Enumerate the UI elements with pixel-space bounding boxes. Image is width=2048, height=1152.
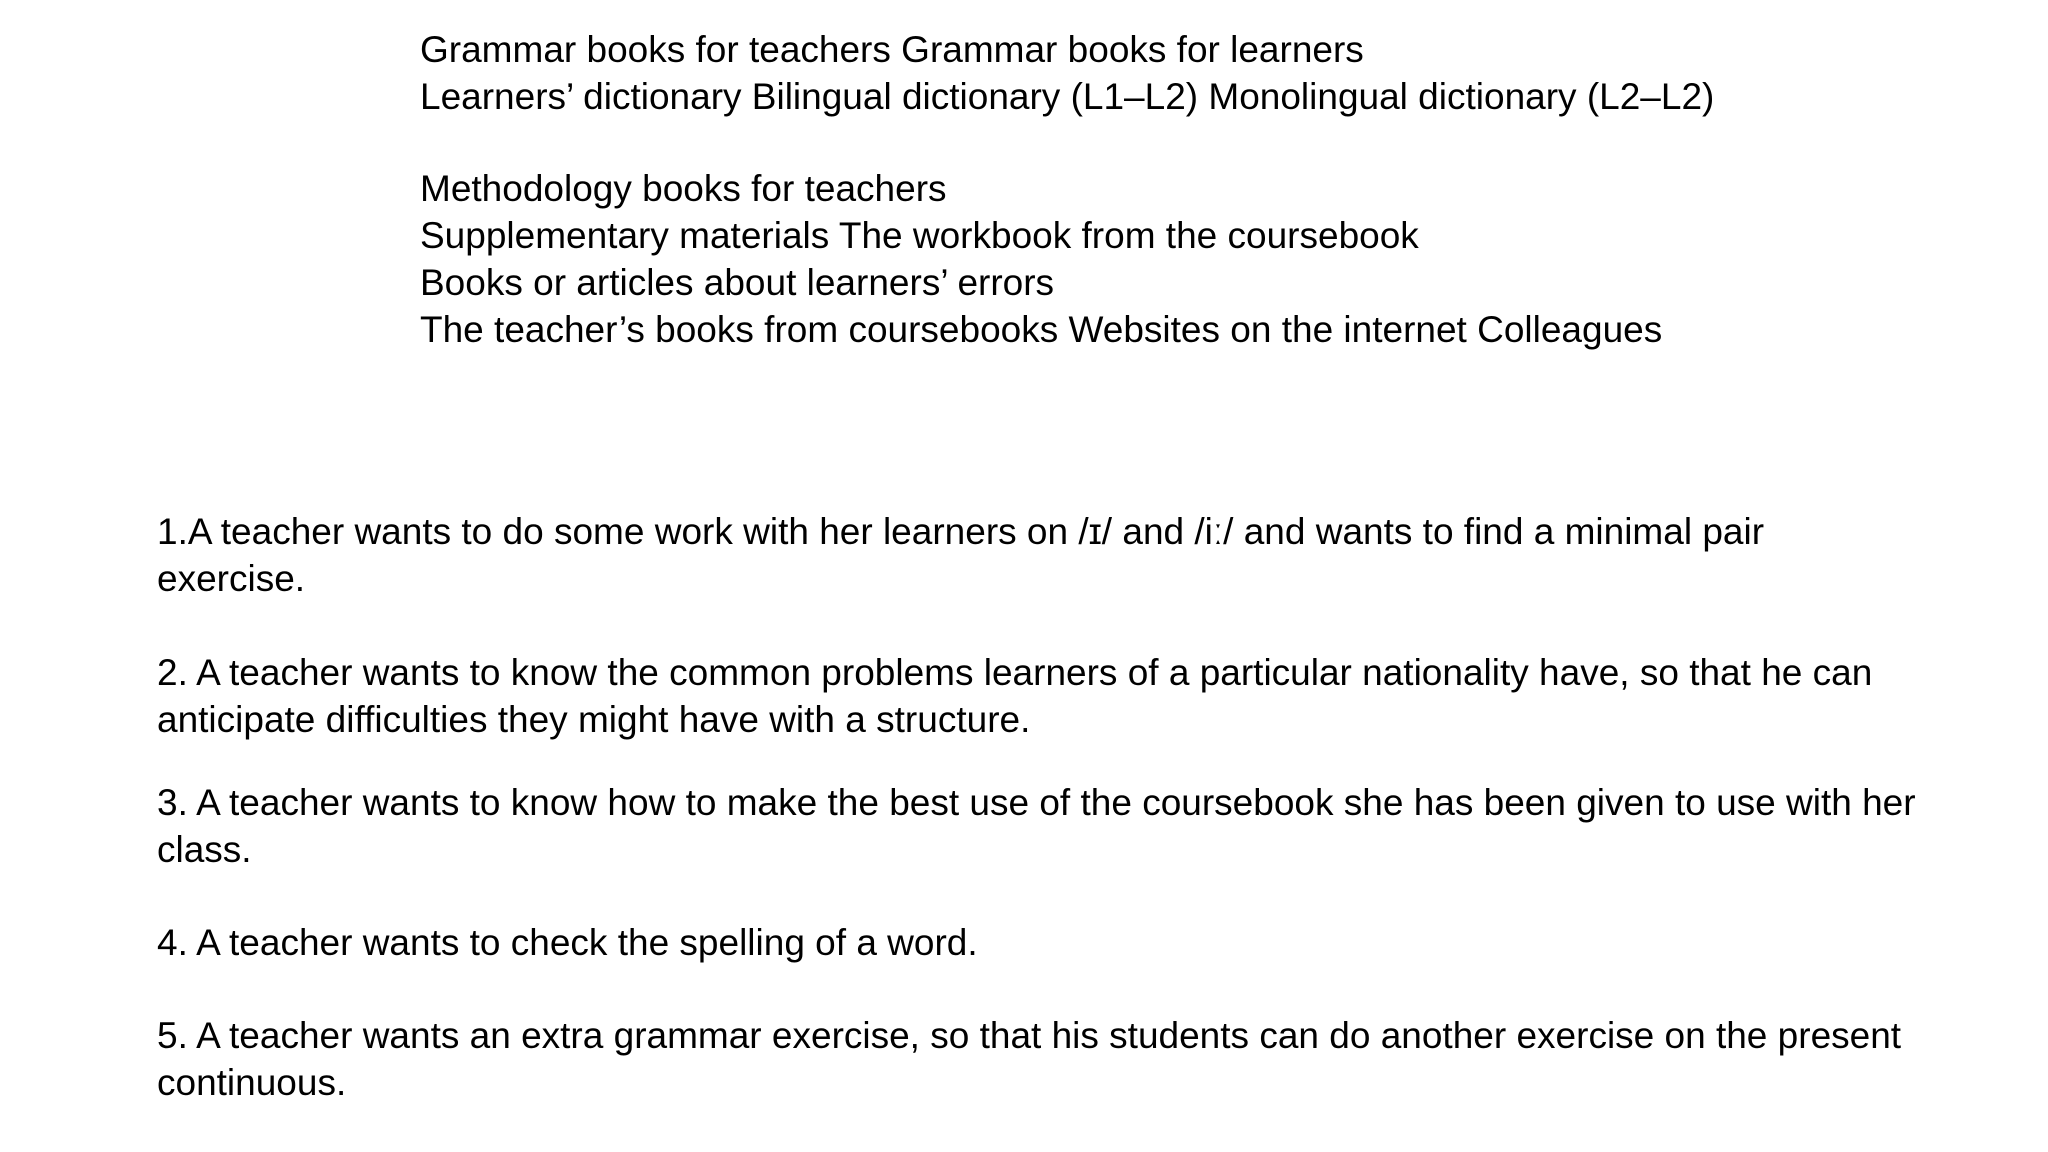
resource-line: Grammar books for teachers Grammar books for learners [420,29,1364,70]
spacer [420,120,1714,165]
task-item-1: 1.A teacher wants to do some work with her learners on /ɪ/ and /iː/ and wants to find a minimal pair exercise. [157,511,1765,599]
resource-list [420,26,1714,353]
task-item-2: 2. A teacher wants to know the common problems learners of a particular nationality have, so that he can anticipate difficulties they might have with a structure. [157,652,1873,740]
task-item-5: 5. A teacher wants an extra grammar exercise, so that his students can do another exercise on the present continuous. [157,1015,1902,1103]
resource-line: Learners’ dictionary Bilingual dictionary (L1–L2) Monolingual dictionary (L2–L2) [420,76,1715,117]
resource-line: Supplementary materials The workbook from the coursebook [420,215,1419,256]
task-item-3: 3. A teacher wants to know how to make the best use of the coursebook she has been given to use with her class. [157,782,1916,870]
resource-line: Methodology books for teachers [420,168,947,209]
resource-line: The teacher’s books from coursebooks Websites on the internet Colleagues [420,309,1663,350]
resource-line: Books or articles about learners’ errors [420,262,1055,303]
task-item-4: 4. A teacher wants to check the spelling of a word. [157,922,978,963]
